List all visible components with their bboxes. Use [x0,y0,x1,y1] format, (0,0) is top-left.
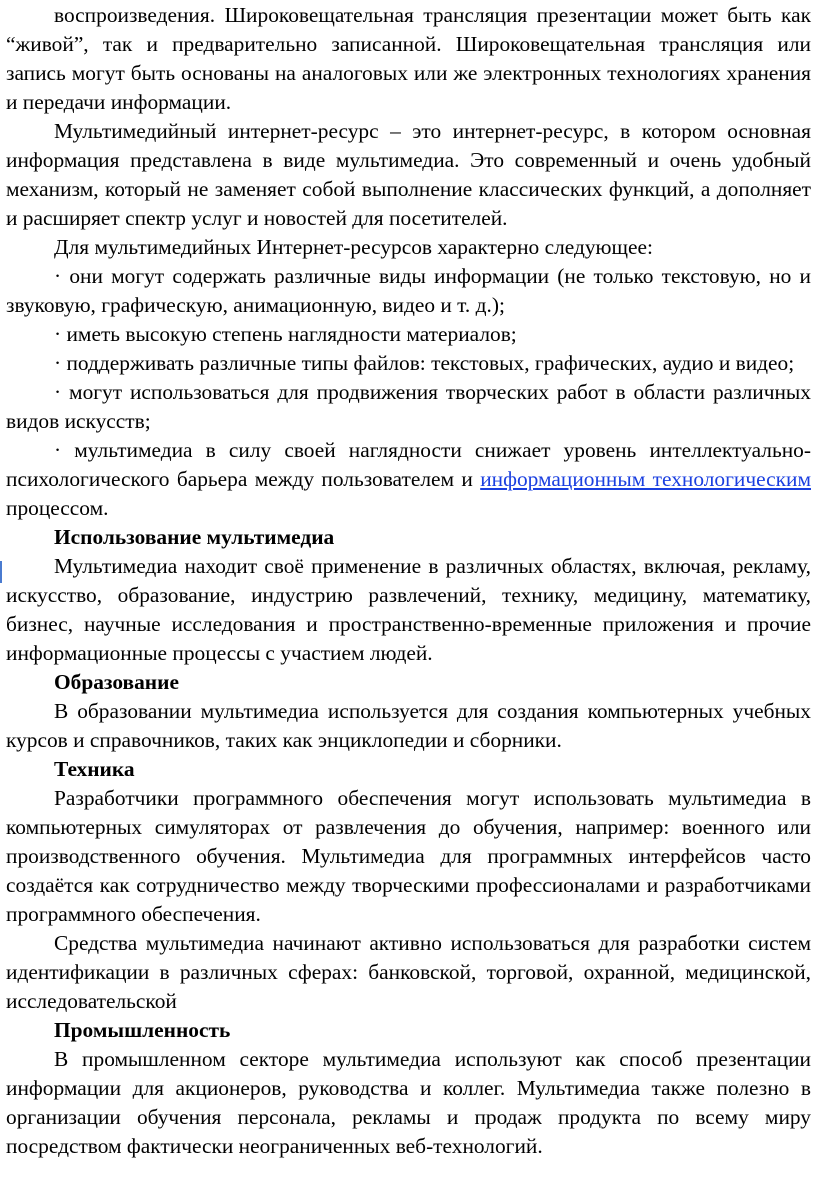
list-item [6,436,811,523]
list-item: · иметь высокую степень наглядности материалов; [54,322,517,346]
heading-technology: Техника [54,757,135,781]
paragraph-industry: В промышленном секторе мультимедиа используют как способ презентации информации для акционеров, руководства и коллег. Мультимедиа также полезно в организации обучения персонала, рекламы и продаж продукта по всему миру посредством фактически неограниченных веб-технологий. [6,1047,811,1158]
heading-education: Образование [54,670,179,694]
paragraph-education: В образовании мультимедиа используется для создания компьютерных учебных курсов и справочников, таких как энциклопедии и сборники. [6,699,811,752]
paragraph-software-developers: Разработчики программного обеспечения могут использовать мультимедиа в компьютерных симуляторах от развлечения до обучения, например: военного или производственного обучения. Мультимедиа для программных интерфейсов часто создаётся как сотрудничество между творческими профессионалами и разработчиками программного обеспечения. [6,786,811,926]
list-item: · поддерживать различные типы файлов: текстовых, графических, аудио и видео; [54,351,795,375]
information-technology-link[interactable]: информационным технологическим [480,467,811,491]
list-item-text-end: процессом. [6,496,109,520]
paragraph-applications: Мультимедиа находит своё применение в различных областях, включая, рекламу, искусство, образование, индустрию развлечений, технику, медицину, математику, бизнес, научные исследования и пространственно-временные приложения и прочие информационные процессы с участием людей. [6,554,811,665]
list-item: · они могут содержать различные виды информации (не только текстовую, но и звуковую, графическую, анимационную, видео и т. д.); [6,264,811,317]
paragraph-features-intro: Для мультимедийных Интернет-ресурсов характерно следующее: [54,235,653,259]
paragraph-broadcast: воспроизведения. Широковещательная трансляция презентации может быть как “живой”, так и предварительно записанной. Широковещательная трансляция или запись могут быть основаны на аналоговых или же электронных технологиях хранения и передачи информации. [6,3,811,114]
paragraph-identification-systems: Средства мультимедиа начинают активно использоваться для разработки систем идентификации в различных сферах: банковской, торговой, охранной, медицинской, исследовательской [6,931,811,1013]
heading-multimedia-usage: Использование мультимедиа [54,525,335,549]
paragraph-multimedia-resource: Мультимедийный интернет-ресурс – это интернет-ресурс, в котором основная информация представлена в виде мультимедиа. Это современный и очень удобный механизм, который не заменяет собой выполнение классических функций, а дополняет и расширяет спектр услуг и новостей для посетителей. [6,119,811,230]
text-cursor-marker [0,561,2,583]
list-item: · могут использоваться для продвижения творческих работ в области различных видов искусств; [6,380,811,433]
heading-industry: Промышленность [54,1018,231,1042]
list-item-text: · мультимедиа в силу своей наглядности снижает уровень интеллектуально-психологического барьера между пользователем и [6,438,811,491]
